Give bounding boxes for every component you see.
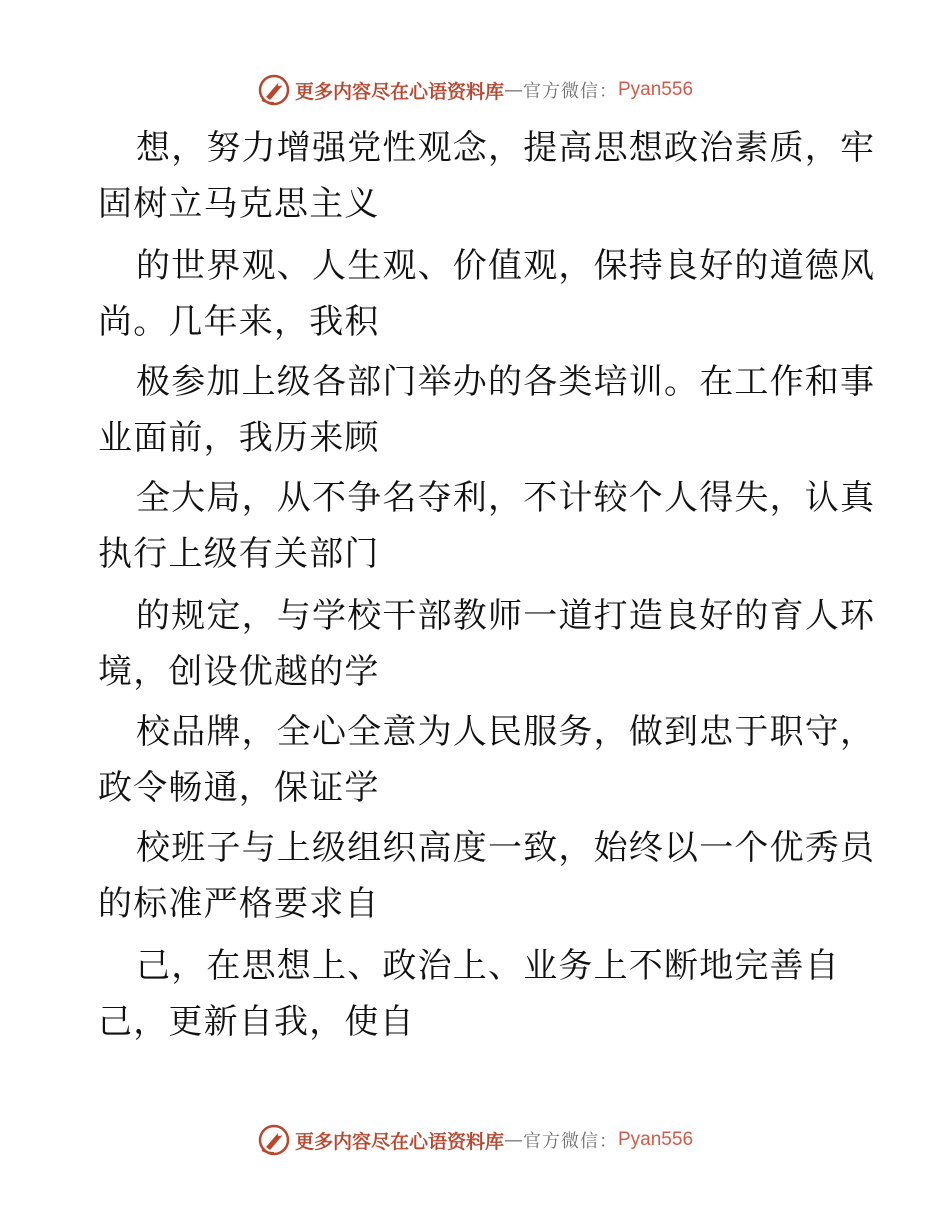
footer-wechat-label: 官方微信： xyxy=(523,1131,618,1152)
footer-wechat-id: Pyan556 xyxy=(618,1129,694,1150)
body-line: 政令畅通，保证学 xyxy=(98,768,380,808)
body-line: 己，在思想上、政治上、业务上不断地完善自 xyxy=(136,946,840,986)
body-line: 的标准严格要求自 xyxy=(98,884,380,924)
body-line: 极参加上级各部门举办的各类培训。在工作和事 xyxy=(136,362,876,402)
body-line: 业面前，我历来顾 xyxy=(98,418,380,458)
body-line: 的世界观、人生观、价值观，保持良好的道德风 xyxy=(136,246,876,286)
footer-brand-text: 更多内容尽在心语资料库 xyxy=(294,1130,504,1153)
body-line: 校班子与上级组织高度一致，始终以一个优秀员 xyxy=(136,828,876,868)
body-line: 校品牌，全心全意为人民服务，做到忠于职守， xyxy=(136,712,876,752)
pen-nib-logo-icon xyxy=(257,73,291,107)
header-banner xyxy=(0,70,950,110)
body-line: 想，努力增强党性观念，提高思想政治素质，牢 xyxy=(136,128,876,168)
body-line: 境，创设优越的学 xyxy=(98,652,380,692)
header-dash: — xyxy=(504,79,523,101)
body-line: 固树立马克思主义 xyxy=(98,184,380,224)
body-line: 己，更新自我，使自 xyxy=(98,1002,415,1042)
footer-banner xyxy=(0,1120,950,1160)
header-wechat-label: 官方微信： xyxy=(523,81,618,102)
pen-nib-logo-icon xyxy=(257,1123,291,1157)
body-line: 尚。几年来，我积 xyxy=(98,302,380,342)
footer-dash: — xyxy=(504,1129,523,1151)
header-wechat-id: Pyan556 xyxy=(618,79,694,100)
body-line: 的规定，与学校干部教师一道打造良好的育人环 xyxy=(136,596,876,636)
body-line: 全大局，从不争名夺利，不计较个人得失，认真 xyxy=(136,478,876,518)
header-brand-text: 更多内容尽在心语资料库 xyxy=(294,80,504,103)
body-line: 执行上级有关部门 xyxy=(98,534,380,574)
